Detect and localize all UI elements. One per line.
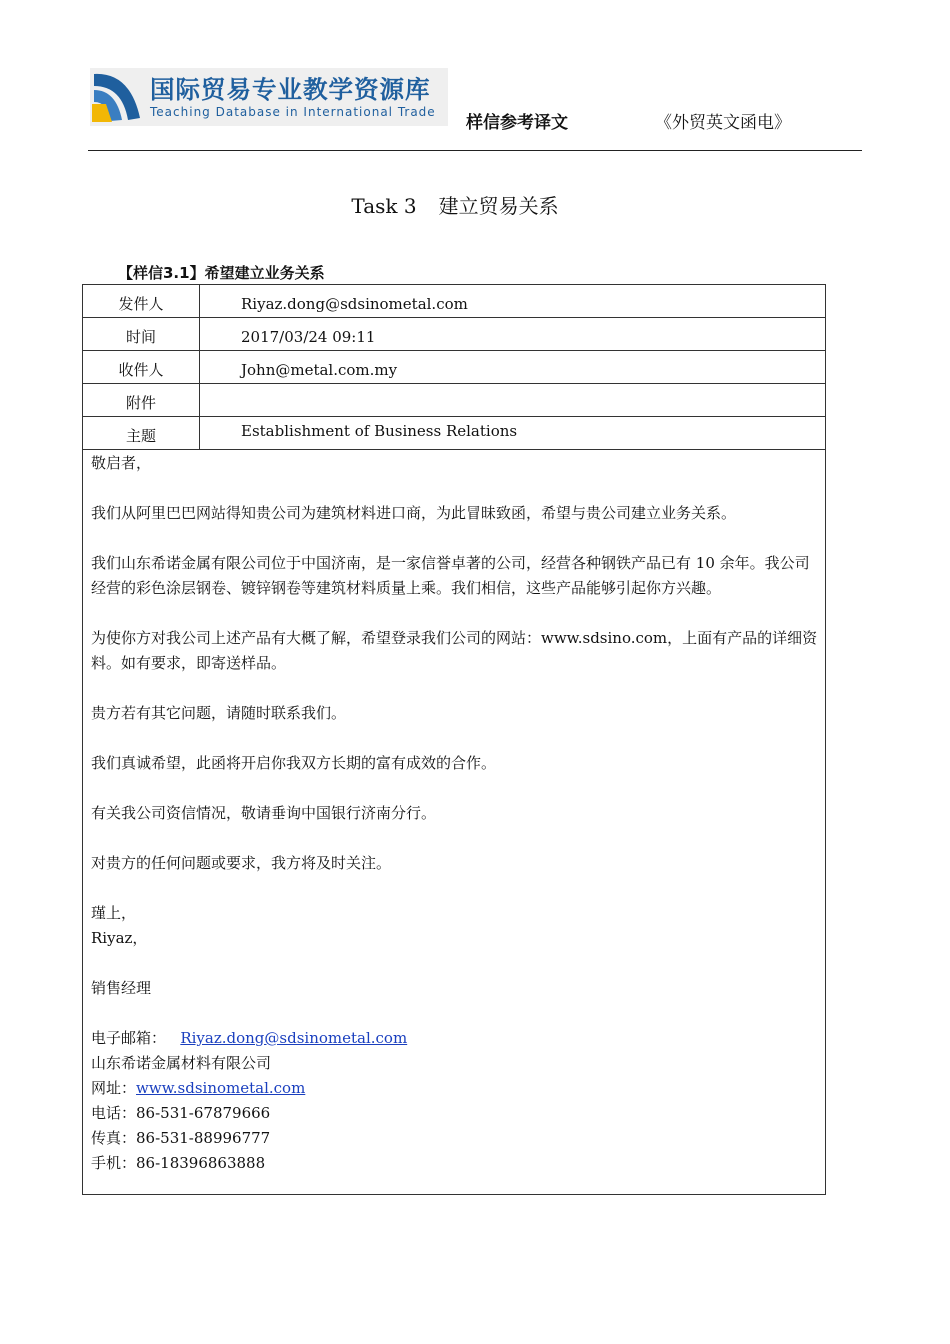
sample-label: 【样信3.1】希望建立业务关系 xyxy=(118,264,325,282)
email-line xyxy=(91,1026,819,1051)
header-divider xyxy=(88,150,862,151)
logo-cn-text: 国际贸易专业教学资源库 xyxy=(150,74,431,104)
sender-position: 销售经理 xyxy=(91,979,152,997)
paragraph-5: 我们真诚希望，此函将开启你我双方长期的富有成效的合作。 xyxy=(91,754,497,772)
paragraph-7: 对贵方的任何问题或要求，我方将及时关注。 xyxy=(91,854,392,872)
fax-line: 传真：86-531-88996777 xyxy=(91,1129,271,1147)
web-line xyxy=(91,1076,819,1101)
from-value: Riyaz.dong@sdsinometal.com xyxy=(241,295,468,313)
subject-value: Establishment of Business Relations xyxy=(241,422,518,440)
subject-label: 主题 xyxy=(83,417,200,449)
page-title xyxy=(0,190,910,219)
row-subject xyxy=(83,417,825,450)
email-label: 电子邮箱： xyxy=(91,1029,167,1047)
row-attachment xyxy=(83,384,825,417)
to-label: 收件人 xyxy=(83,351,200,383)
task-number: Task 3 xyxy=(351,194,417,218)
to-value: John@metal.com.my xyxy=(241,361,398,379)
header-label: 样信参考译文 xyxy=(466,113,568,133)
mobile-line: 手机：86-18396863888 xyxy=(91,1154,266,1172)
company-name: 山东希诺金属材料有限公司 xyxy=(91,1054,272,1072)
logo-en-text: Teaching Database in International Trade xyxy=(150,104,436,119)
paragraph-4: 贵方若有其它问题，请随时联系我们。 xyxy=(91,704,347,722)
header-book-title: 《外贸英文函电》 xyxy=(655,113,791,133)
greeting: 敬启者， xyxy=(91,454,152,472)
closing: 瑾上， xyxy=(91,904,137,922)
paragraph-3: 为使你方对我公司上述产品有大概了解，希望登录我们公司的网站：www.sdsino.com，上面有产品的详细资料。如有要求，即寄送样品。 xyxy=(91,629,818,672)
attachment-label: 附件 xyxy=(83,384,200,416)
logo-mark-icon xyxy=(90,68,144,126)
row-to xyxy=(83,351,825,384)
phone-line: 电话：86-531-67879666 xyxy=(91,1104,271,1122)
email-link[interactable]: Riyaz.dong@sdsinometal.com xyxy=(180,1029,408,1047)
time-value: 2017/03/24 09:11 xyxy=(241,328,376,346)
row-from xyxy=(83,285,825,318)
email-body xyxy=(91,451,819,1176)
task-name: 建立贸易关系 xyxy=(438,194,559,218)
logo xyxy=(90,68,448,126)
web-label: 网址： xyxy=(91,1079,137,1097)
time-label: 时间 xyxy=(83,318,200,350)
from-label: 发件人 xyxy=(83,285,200,317)
paragraph-6: 有关我公司资信情况，敬请垂询中国银行济南分行。 xyxy=(91,804,437,822)
paragraph-2: 我们山东希诺金属有限公司位于中国济南，是一家信誉卓著的公司，经营各种钢铁产品已有 10 余年。我公司经营的彩色涂层钢卷、镀锌钢卷等建筑材料质量上乘。我们相信，这些产品能够引起你方兴趣。 xyxy=(91,554,810,597)
row-time xyxy=(83,318,825,351)
email-table xyxy=(82,284,826,1195)
paragraph-1: 我们从阿里巴巴网站得知贵公司为建筑材料进口商，为此冒昧致函，希望与贵公司建立业务关系。 xyxy=(91,504,737,522)
sender-name: Riyaz， xyxy=(91,929,148,947)
web-link[interactable]: www.sdsinometal.com xyxy=(136,1079,306,1097)
